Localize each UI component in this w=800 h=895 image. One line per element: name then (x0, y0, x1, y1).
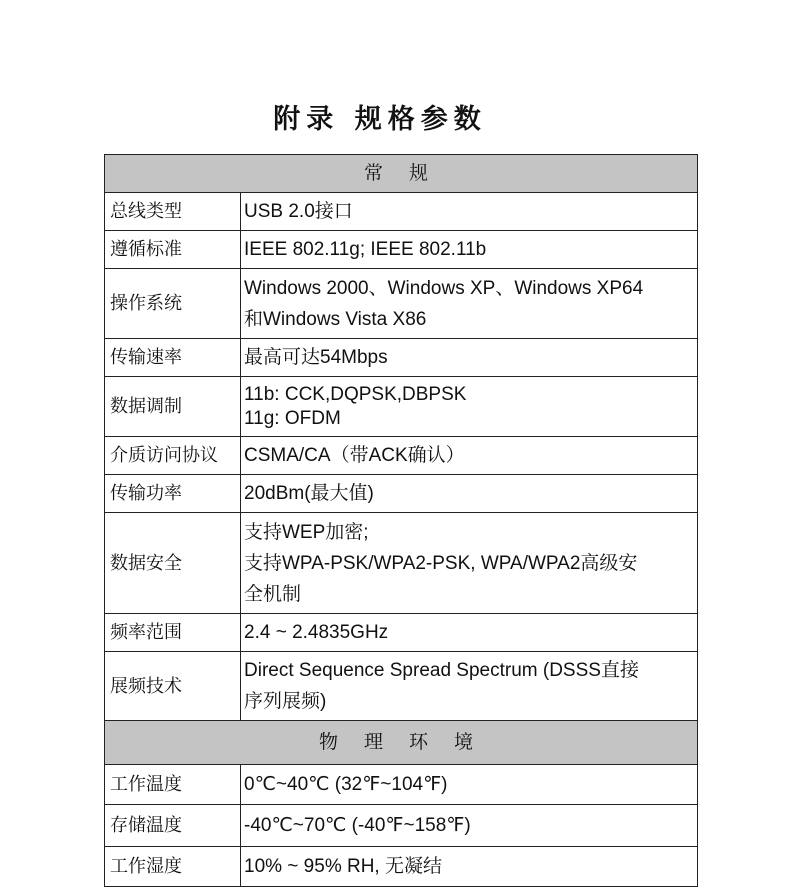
row-label: 总线类型 (105, 193, 241, 231)
value-line: 11g: OFDM (244, 407, 341, 429)
value-line: 2.4 ~ 2.4835GHz (244, 622, 389, 643)
value-line: 和Windows Vista X86 (244, 308, 427, 330)
row-label: 工作湿度 (105, 847, 241, 887)
value-line: -40℃~70℃ (-40℉~158℉) (244, 815, 471, 836)
row-value (241, 231, 698, 269)
value-line: Windows 2000、Windows XP、Windows XP64 (244, 277, 644, 299)
value-line: 支持WPA-PSK/WPA2-PSK, WPA/WPA2高级安 (244, 552, 638, 574)
value-line: 全机制 (244, 583, 302, 605)
row-value (241, 339, 698, 377)
row-value (241, 437, 698, 475)
row-label: 数据调制 (105, 377, 241, 437)
row-value (241, 765, 698, 805)
section-heading-physical: 物 理 环 境 (105, 721, 698, 765)
value-line: 11b: CCK,DQPSK,DBPSK (244, 383, 467, 405)
table-row (105, 614, 698, 652)
table-row (105, 475, 698, 513)
row-value (241, 193, 698, 231)
value-line: 序列展频) (244, 691, 327, 712)
row-value (241, 805, 698, 847)
row-value (241, 513, 698, 614)
table-row (105, 513, 698, 614)
table-row (105, 652, 698, 721)
section-heading-general: 常 规 (105, 155, 698, 193)
row-value (241, 377, 698, 437)
value-line: IEEE 802.11g; IEEE 802.11b (244, 239, 487, 260)
row-value (241, 847, 698, 887)
table-row (105, 193, 698, 231)
table-row (105, 805, 698, 847)
row-label: 遵循标准 (105, 231, 241, 269)
table-row (105, 847, 698, 887)
value-line: 最高可达54Mbps (244, 347, 388, 368)
table-row (105, 269, 698, 339)
table-row (105, 231, 698, 269)
row-label: 存储温度 (105, 805, 241, 847)
row-label: 操作系统 (105, 269, 241, 339)
value-line: 0℃~40℃ (32℉~104℉) (244, 774, 448, 795)
row-label: 展频技术 (105, 652, 241, 721)
value-line: 支持WEP加密; (244, 521, 369, 543)
row-value (241, 614, 698, 652)
row-label: 介质访问协议 (105, 437, 241, 475)
value-line: 10% ~ 95% RH, 无凝结 (244, 856, 442, 877)
row-label: 工作温度 (105, 765, 241, 805)
row-label: 频率范围 (105, 614, 241, 652)
page-title: 附录 规格参数 (273, 104, 487, 135)
row-value (241, 269, 698, 339)
row-value (241, 652, 698, 721)
row-label: 数据安全 (105, 513, 241, 614)
table-row (105, 437, 698, 475)
value-line: 20dBm(最大值) (244, 483, 374, 504)
row-value (241, 475, 698, 513)
section-header (105, 155, 698, 193)
row-label: 传输功率 (105, 475, 241, 513)
value-line: CSMA/CA（带ACK确认） (244, 445, 465, 466)
value-line: USB 2.0接口 (244, 201, 353, 222)
table-row (105, 765, 698, 805)
table-row (105, 377, 698, 437)
spec-table (104, 154, 698, 887)
value-line: Direct Sequence Spread Spectrum (DSSS直接 (244, 660, 639, 681)
table-row (105, 339, 698, 377)
row-label: 传输速率 (105, 339, 241, 377)
section-header (105, 721, 698, 765)
